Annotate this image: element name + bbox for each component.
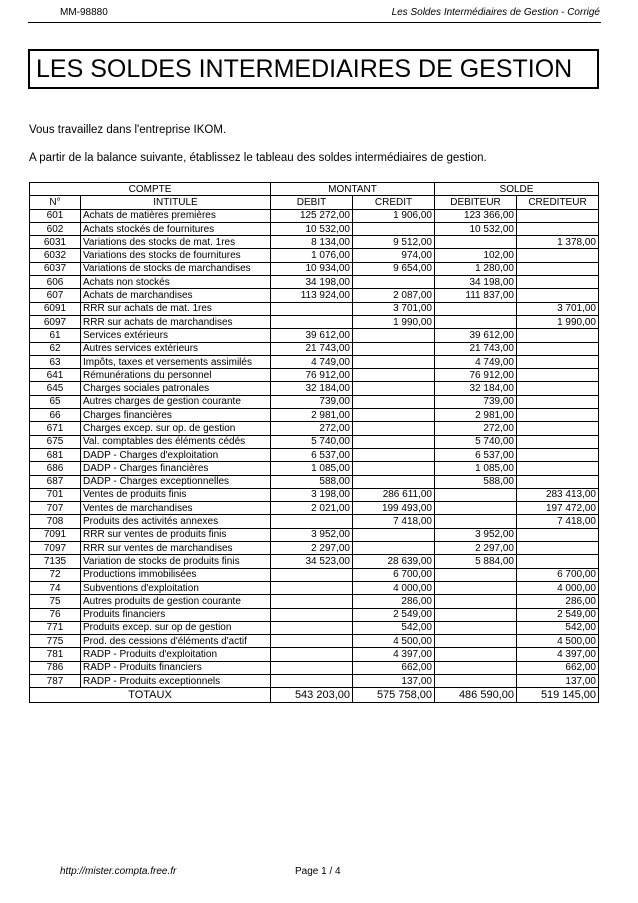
cell-account-label: Produits des activités annexes xyxy=(81,515,271,528)
cell-account-number: 781 xyxy=(30,648,81,661)
cell-account-label: Autres produits de gestion courante xyxy=(81,595,271,608)
cell-account-number: 701 xyxy=(30,488,81,501)
cell-account-number: 606 xyxy=(30,276,81,289)
cell-debit: 3 952,00 xyxy=(271,528,353,541)
cell-debiteur: 2 981,00 xyxy=(435,409,517,422)
cell-debit: 10 532,00 xyxy=(271,222,353,235)
cell-debit: 8 134,00 xyxy=(271,236,353,249)
cell-account-number: 771 xyxy=(30,621,81,634)
cell-account-label: Charges sociales patronales xyxy=(81,382,271,395)
cell-debit: 76 912,00 xyxy=(271,369,353,382)
cell-credit xyxy=(353,528,435,541)
table-row xyxy=(30,236,599,249)
cell-debiteur: 5 884,00 xyxy=(435,555,517,568)
cell-account-label: DADP - Charges d'exploitation xyxy=(81,448,271,461)
cell-account-number: 63 xyxy=(30,355,81,368)
cell-debit xyxy=(271,608,353,621)
table-row xyxy=(30,329,599,342)
cell-credit: 28 639,00 xyxy=(353,555,435,568)
cell-account-number: 6032 xyxy=(30,249,81,262)
cell-debit: 34 523,00 xyxy=(271,555,353,568)
cell-crediteur: 4 000,00 xyxy=(517,581,599,594)
cell-credit: 542,00 xyxy=(353,621,435,634)
cell-debit xyxy=(271,581,353,594)
cell-credit: 3 701,00 xyxy=(353,302,435,315)
cell-crediteur: 662,00 xyxy=(517,661,599,674)
cell-account-number: 775 xyxy=(30,635,81,648)
cell-account-number: 686 xyxy=(30,462,81,475)
cell-debit: 4 749,00 xyxy=(271,355,353,368)
cell-crediteur xyxy=(517,409,599,422)
cell-crediteur xyxy=(517,262,599,275)
cell-crediteur xyxy=(517,435,599,448)
table-row xyxy=(30,661,599,674)
footer-url: http://mister.compta.free.fr xyxy=(60,866,177,877)
cell-debit: 113 924,00 xyxy=(271,289,353,302)
cell-debit xyxy=(271,595,353,608)
cell-debit xyxy=(271,621,353,634)
cell-crediteur xyxy=(517,276,599,289)
col-header-debit: DEBIT xyxy=(271,196,353,209)
cell-debiteur xyxy=(435,581,517,594)
cell-account-number: 61 xyxy=(30,329,81,342)
cell-credit: 4 000,00 xyxy=(353,581,435,594)
cell-debiteur xyxy=(435,568,517,581)
cell-account-number: 645 xyxy=(30,382,81,395)
cell-credit xyxy=(353,276,435,289)
cell-debiteur xyxy=(435,635,517,648)
cell-account-label: Services extérieurs xyxy=(81,329,271,342)
cell-crediteur: 283 413,00 xyxy=(517,488,599,501)
cell-account-number: 7097 xyxy=(30,542,81,555)
cell-debiteur xyxy=(435,302,517,315)
cell-account-number: 65 xyxy=(30,395,81,408)
cell-account-number: 708 xyxy=(30,515,81,528)
cell-debiteur: 588,00 xyxy=(435,475,517,488)
cell-account-label: Rémunérations du personnel xyxy=(81,369,271,382)
cell-account-label: Produits excep. sur op de gestion xyxy=(81,621,271,634)
cell-debit xyxy=(271,661,353,674)
col-header-credit: CREDIT xyxy=(353,196,435,209)
cell-debit: 1 085,00 xyxy=(271,462,353,475)
group-header-montant: MONTANT xyxy=(271,183,435,196)
cell-crediteur xyxy=(517,249,599,262)
cell-debit: 10 934,00 xyxy=(271,262,353,275)
cell-credit: 974,00 xyxy=(353,249,435,262)
cell-account-label: Ventes de produits finis xyxy=(81,488,271,501)
cell-crediteur xyxy=(517,329,599,342)
cell-account-label: RADP - Produits d'exploitation xyxy=(81,648,271,661)
group-header-compte: COMPTE xyxy=(30,183,271,196)
total-crediteur: 519 145,00 xyxy=(517,688,599,703)
cell-crediteur xyxy=(517,382,599,395)
totals-label: TOTAUX xyxy=(30,688,271,703)
cell-account-label: Impôts, taxes et versements assimilés xyxy=(81,355,271,368)
cell-credit xyxy=(353,329,435,342)
cell-account-label: Achats de matières premières xyxy=(81,209,271,222)
cell-crediteur: 1 378,00 xyxy=(517,236,599,249)
table-row xyxy=(30,355,599,368)
cell-crediteur: 542,00 xyxy=(517,621,599,634)
cell-debit: 739,00 xyxy=(271,395,353,408)
cell-debiteur xyxy=(435,608,517,621)
totals-row xyxy=(30,688,599,703)
cell-account-number: 641 xyxy=(30,369,81,382)
table-row xyxy=(30,648,599,661)
cell-account-number: 62 xyxy=(30,342,81,355)
cell-account-number: 7135 xyxy=(30,555,81,568)
total-credit: 575 758,00 xyxy=(353,688,435,703)
cell-account-label: Produits financiers xyxy=(81,608,271,621)
cell-debit xyxy=(271,515,353,528)
cell-crediteur: 1 990,00 xyxy=(517,315,599,328)
table-row xyxy=(30,568,599,581)
cell-crediteur: 6 700,00 xyxy=(517,568,599,581)
cell-account-number: 787 xyxy=(30,674,81,687)
cell-account-label: RRR sur achats de marchandises xyxy=(81,315,271,328)
cell-account-number: 786 xyxy=(30,661,81,674)
cell-credit: 4 500,00 xyxy=(353,635,435,648)
cell-credit: 286,00 xyxy=(353,595,435,608)
cell-crediteur: 197 472,00 xyxy=(517,502,599,515)
cell-debiteur: 272,00 xyxy=(435,422,517,435)
cell-debit: 39 612,00 xyxy=(271,329,353,342)
cell-account-label: Autres charges de gestion courante xyxy=(81,395,271,408)
cell-account-number: 687 xyxy=(30,475,81,488)
table-row xyxy=(30,262,599,275)
table-row xyxy=(30,448,599,461)
cell-credit: 6 700,00 xyxy=(353,568,435,581)
intro-line-2: A partir de la balance suivante, établissez le tableau des soldes intermédiaires de gestion. xyxy=(29,152,487,164)
cell-debiteur: 3 952,00 xyxy=(435,528,517,541)
group-header-row xyxy=(30,183,599,196)
cell-credit: 2 549,00 xyxy=(353,608,435,621)
cell-account-label: RADP - Produits financiers xyxy=(81,661,271,674)
cell-debit: 21 743,00 xyxy=(271,342,353,355)
footer-page-number: Page 1 / 4 xyxy=(295,866,341,877)
cell-credit xyxy=(353,448,435,461)
cell-debiteur: 39 612,00 xyxy=(435,329,517,342)
cell-crediteur: 4 500,00 xyxy=(517,635,599,648)
cell-crediteur xyxy=(517,395,599,408)
header-rule xyxy=(28,22,601,23)
cell-debiteur: 21 743,00 xyxy=(435,342,517,355)
cell-account-number: 76 xyxy=(30,608,81,621)
cell-debit: 6 537,00 xyxy=(271,448,353,461)
cell-debit: 2 297,00 xyxy=(271,542,353,555)
cell-account-number: 7091 xyxy=(30,528,81,541)
cell-credit xyxy=(353,462,435,475)
cell-debiteur: 10 532,00 xyxy=(435,222,517,235)
cell-debiteur: 34 198,00 xyxy=(435,276,517,289)
cell-debiteur xyxy=(435,315,517,328)
cell-account-number: 6031 xyxy=(30,236,81,249)
table-row xyxy=(30,595,599,608)
cell-crediteur xyxy=(517,222,599,235)
cell-account-number: 74 xyxy=(30,581,81,594)
cell-account-label: Subventions d'exploitation xyxy=(81,581,271,594)
cell-credit: 1 906,00 xyxy=(353,209,435,222)
cell-credit xyxy=(353,342,435,355)
table-row xyxy=(30,488,599,501)
col-header-debiteur: DEBITEUR xyxy=(435,196,517,209)
cell-debiteur: 2 297,00 xyxy=(435,542,517,555)
table-row xyxy=(30,302,599,315)
cell-credit: 7 418,00 xyxy=(353,515,435,528)
cell-credit xyxy=(353,355,435,368)
group-header-solde: SOLDE xyxy=(435,183,599,196)
cell-credit: 137,00 xyxy=(353,674,435,687)
cell-debit: 32 184,00 xyxy=(271,382,353,395)
cell-debit: 2 981,00 xyxy=(271,409,353,422)
cell-account-label: Charges excep. sur op. de gestion xyxy=(81,422,271,435)
cell-credit: 9 512,00 xyxy=(353,236,435,249)
cell-account-label: Achats non stockés xyxy=(81,276,271,289)
cell-account-label: Achats de marchandises xyxy=(81,289,271,302)
cell-debit: 3 198,00 xyxy=(271,488,353,501)
table-row xyxy=(30,608,599,621)
cell-credit xyxy=(353,222,435,235)
cell-crediteur: 4 397,00 xyxy=(517,648,599,661)
cell-debit xyxy=(271,635,353,648)
cell-account-number: 707 xyxy=(30,502,81,515)
balance-table xyxy=(29,182,599,703)
cell-debiteur: 102,00 xyxy=(435,249,517,262)
cell-crediteur xyxy=(517,422,599,435)
cell-crediteur: 7 418,00 xyxy=(517,515,599,528)
cell-debit: 588,00 xyxy=(271,475,353,488)
table-row xyxy=(30,209,599,222)
cell-debiteur xyxy=(435,648,517,661)
cell-account-number: 75 xyxy=(30,595,81,608)
cell-account-label: Prod. des cessions d'éléments d'actif xyxy=(81,635,271,648)
cell-debiteur: 739,00 xyxy=(435,395,517,408)
cell-debiteur xyxy=(435,488,517,501)
cell-crediteur xyxy=(517,355,599,368)
cell-account-label: Variations des stocks de fournitures xyxy=(81,249,271,262)
col-header-crediteur: CREDITEUR xyxy=(517,196,599,209)
cell-account-number: 602 xyxy=(30,222,81,235)
cell-account-number: 601 xyxy=(30,209,81,222)
cell-debiteur xyxy=(435,595,517,608)
cell-debit xyxy=(271,674,353,687)
total-debiteur: 486 590,00 xyxy=(435,688,517,703)
cell-debit xyxy=(271,648,353,661)
table-row xyxy=(30,555,599,568)
cell-debiteur: 1 085,00 xyxy=(435,462,517,475)
cell-crediteur xyxy=(517,475,599,488)
cell-account-label: Charges financières xyxy=(81,409,271,422)
cell-crediteur: 137,00 xyxy=(517,674,599,687)
cell-debit: 1 076,00 xyxy=(271,249,353,262)
cell-debit: 34 198,00 xyxy=(271,276,353,289)
table-row xyxy=(30,528,599,541)
total-debit: 543 203,00 xyxy=(271,688,353,703)
column-header-row xyxy=(30,196,599,209)
cell-debit xyxy=(271,315,353,328)
table-row xyxy=(30,276,599,289)
page-title: LES SOLDES INTERMEDIAIRES DE GESTION xyxy=(28,49,599,89)
cell-debit: 5 740,00 xyxy=(271,435,353,448)
table-row xyxy=(30,315,599,328)
cell-account-number: 72 xyxy=(30,568,81,581)
table-row xyxy=(30,289,599,302)
cell-debiteur: 6 537,00 xyxy=(435,448,517,461)
table-row xyxy=(30,369,599,382)
cell-credit: 9 654,00 xyxy=(353,262,435,275)
cell-crediteur xyxy=(517,342,599,355)
document-header-title: Les Soldes Intermédiaires de Gestion - Corrigé xyxy=(391,7,600,18)
table-row xyxy=(30,395,599,408)
cell-account-label: Achats stockés de fournitures xyxy=(81,222,271,235)
cell-credit xyxy=(353,369,435,382)
cell-account-label: Val. comptables des éléments cédés xyxy=(81,435,271,448)
cell-crediteur xyxy=(517,542,599,555)
cell-account-number: 6097 xyxy=(30,315,81,328)
cell-debiteur: 5 740,00 xyxy=(435,435,517,448)
cell-debiteur xyxy=(435,621,517,634)
cell-account-label: DADP - Charges exceptionnelles xyxy=(81,475,271,488)
cell-account-label: Variations des stocks de mat. 1res xyxy=(81,236,271,249)
table-row xyxy=(30,382,599,395)
cell-debit xyxy=(271,568,353,581)
table-row xyxy=(30,621,599,634)
cell-account-label: Variations de stocks de marchandises xyxy=(81,262,271,275)
cell-account-number: 6091 xyxy=(30,302,81,315)
cell-account-number: 607 xyxy=(30,289,81,302)
table-row xyxy=(30,342,599,355)
cell-crediteur xyxy=(517,289,599,302)
cell-account-label: RRR sur ventes de produits finis xyxy=(81,528,271,541)
cell-account-number: 6037 xyxy=(30,262,81,275)
cell-account-label: RRR sur ventes de marchandises xyxy=(81,542,271,555)
cell-debit xyxy=(271,302,353,315)
cell-debit: 272,00 xyxy=(271,422,353,435)
cell-credit: 662,00 xyxy=(353,661,435,674)
table-row xyxy=(30,409,599,422)
cell-credit: 2 087,00 xyxy=(353,289,435,302)
table-row xyxy=(30,502,599,515)
cell-crediteur xyxy=(517,448,599,461)
cell-credit: 286 611,00 xyxy=(353,488,435,501)
cell-debit: 2 021,00 xyxy=(271,502,353,515)
cell-credit xyxy=(353,435,435,448)
col-header-numero: N° xyxy=(30,196,81,209)
cell-debiteur: 32 184,00 xyxy=(435,382,517,395)
cell-debiteur xyxy=(435,515,517,528)
cell-account-label: Autres services extérieurs xyxy=(81,342,271,355)
cell-account-label: Ventes de marchandises xyxy=(81,502,271,515)
cell-debiteur xyxy=(435,502,517,515)
cell-debiteur xyxy=(435,236,517,249)
cell-debiteur: 111 837,00 xyxy=(435,289,517,302)
cell-credit xyxy=(353,542,435,555)
cell-account-label: RRR sur achats de mat. 1res xyxy=(81,302,271,315)
balance-rows xyxy=(30,209,599,688)
table-row xyxy=(30,435,599,448)
cell-crediteur xyxy=(517,462,599,475)
cell-account-label: Productions immobilisées xyxy=(81,568,271,581)
cell-account-label: DADP - Charges financières xyxy=(81,462,271,475)
intro-line-1: Vous travaillez dans l'entreprise IKOM. xyxy=(29,124,227,136)
cell-account-number: 675 xyxy=(30,435,81,448)
table-row xyxy=(30,422,599,435)
cell-account-number: 66 xyxy=(30,409,81,422)
cell-credit xyxy=(353,382,435,395)
cell-crediteur xyxy=(517,528,599,541)
cell-debiteur: 4 749,00 xyxy=(435,355,517,368)
col-header-intitule: INTITULE xyxy=(81,196,271,209)
cell-crediteur xyxy=(517,555,599,568)
table-row xyxy=(30,635,599,648)
table-row xyxy=(30,475,599,488)
table-row xyxy=(30,674,599,687)
table-row xyxy=(30,581,599,594)
cell-account-label: Variation de stocks de produits finis xyxy=(81,555,271,568)
cell-debiteur: 1 280,00 xyxy=(435,262,517,275)
cell-debiteur: 76 912,00 xyxy=(435,369,517,382)
cell-crediteur: 286,00 xyxy=(517,595,599,608)
cell-credit xyxy=(353,422,435,435)
table-row xyxy=(30,249,599,262)
cell-debiteur: 123 366,00 xyxy=(435,209,517,222)
cell-crediteur: 2 549,00 xyxy=(517,608,599,621)
cell-account-label: RADP - Produits exceptionnels xyxy=(81,674,271,687)
cell-crediteur: 3 701,00 xyxy=(517,302,599,315)
table-row xyxy=(30,542,599,555)
table-row xyxy=(30,515,599,528)
cell-credit xyxy=(353,409,435,422)
cell-crediteur xyxy=(517,369,599,382)
document-id: MM-98880 xyxy=(60,7,108,18)
cell-crediteur xyxy=(517,209,599,222)
cell-debit: 125 272,00 xyxy=(271,209,353,222)
cell-credit: 199 493,00 xyxy=(353,502,435,515)
cell-credit: 1 990,00 xyxy=(353,315,435,328)
cell-debiteur xyxy=(435,661,517,674)
table-row xyxy=(30,222,599,235)
cell-debiteur xyxy=(435,674,517,687)
table-row xyxy=(30,462,599,475)
cell-credit xyxy=(353,395,435,408)
cell-account-number: 671 xyxy=(30,422,81,435)
cell-credit: 4 397,00 xyxy=(353,648,435,661)
cell-credit xyxy=(353,475,435,488)
cell-account-number: 681 xyxy=(30,448,81,461)
